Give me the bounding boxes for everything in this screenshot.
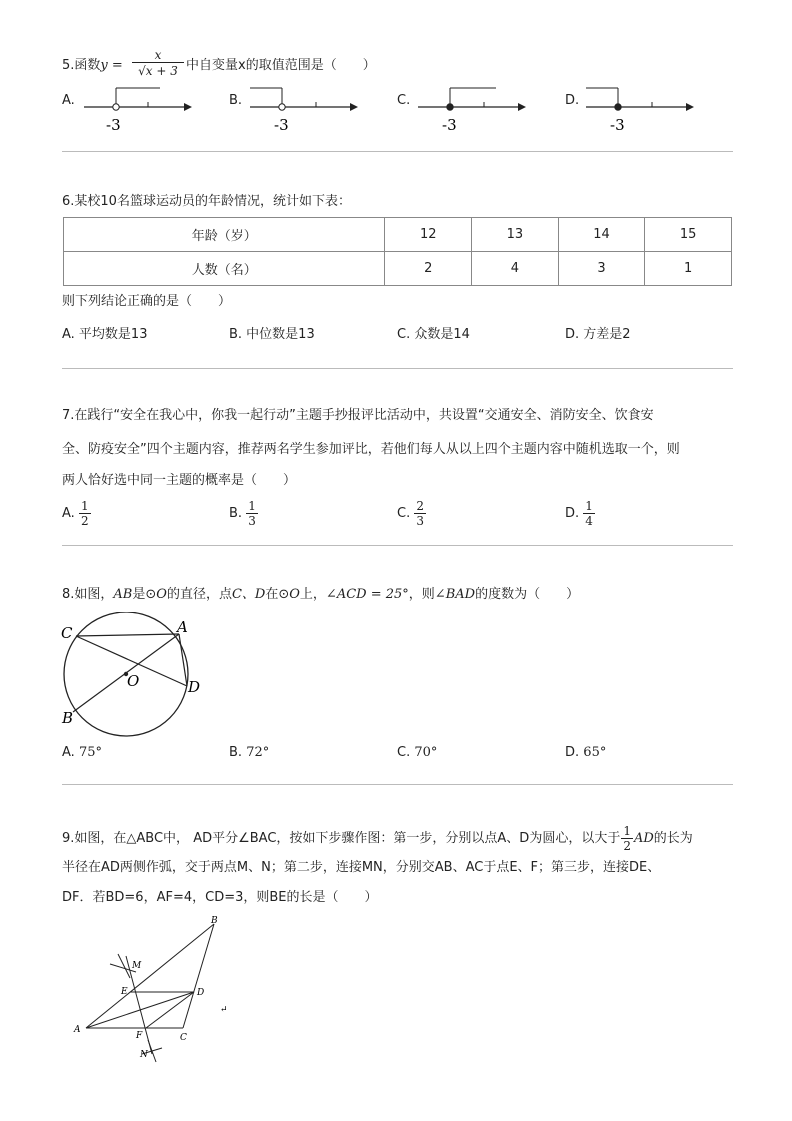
table-cell: 2: [385, 252, 472, 286]
denominator: 2: [80, 514, 89, 528]
numerator: 1: [585, 499, 593, 513]
fraction: [583, 499, 595, 528]
arrow-icon: [184, 103, 192, 111]
option-label: C.: [397, 506, 411, 521]
label-e: E: [121, 987, 128, 997]
table-cell: 1: [645, 252, 732, 286]
table-row: [64, 218, 732, 252]
arrow-icon: [350, 103, 358, 111]
q9-triangle-figure: [70, 912, 240, 1067]
q6-option-b[interactable]: B. 中位数是13: [229, 327, 315, 342]
option-label: D.: [565, 506, 580, 521]
q5-option-d-label[interactable]: D.: [565, 93, 580, 108]
table-cell: 13: [472, 218, 559, 252]
q5-option-a-label[interactable]: A.: [62, 93, 75, 108]
option-label: A.: [62, 506, 75, 521]
q5-y-eq: y =: [100, 58, 123, 73]
q5-option-c-numberline: [414, 84, 534, 134]
label-m: M: [132, 961, 142, 971]
q8-stem-e: 上，: [299, 587, 326, 602]
arc-mark: [148, 1040, 156, 1062]
q8-ab: AB: [113, 587, 133, 602]
table-cell: 3: [558, 252, 645, 286]
q5-suffix: 中自变量x的取值范围是（ ）: [186, 58, 376, 73]
label-n: N: [140, 1050, 148, 1060]
q9-line-1: [62, 824, 693, 853]
table-cell: 4: [472, 252, 559, 286]
tick-label: -3: [610, 116, 625, 134]
q7-option-b[interactable]: [229, 496, 258, 532]
q9-half-fraction: [621, 824, 633, 853]
divider: [62, 368, 733, 369]
q6-question: 则下列结论正确的是（ ）: [62, 294, 232, 309]
option-value: 70°: [414, 745, 438, 760]
side-bc: [183, 924, 214, 1028]
numerator: 1: [623, 824, 631, 838]
denominator: 3: [248, 514, 256, 528]
fraction: [79, 499, 91, 528]
table-header-cell: 年龄（岁）: [64, 218, 385, 252]
option-label: C.: [397, 745, 411, 760]
q8-stem: [62, 585, 579, 605]
q8-option-a[interactable]: [62, 744, 102, 762]
tick-label: -3: [106, 116, 121, 134]
numerator: 2: [416, 499, 424, 513]
closed-point: [615, 104, 621, 110]
q8-option-c[interactable]: [397, 744, 437, 762]
table-cell: 12: [385, 218, 472, 252]
option-value: 75°: [78, 745, 102, 760]
q9-line-2: 半径在AD两侧作弧，交于两点M、N；第二步，连接MN，分别交AB、AC于点E、F；第三步，连接DE、: [62, 860, 661, 875]
label-a: A: [177, 618, 188, 636]
q8-stem-d: 在⊙: [265, 587, 290, 602]
q6-age-table: [63, 217, 732, 286]
q5-stem: [62, 56, 123, 76]
divider: [62, 545, 733, 546]
label-c: C: [180, 1033, 187, 1043]
q8-stem-b: 是⊙: [132, 587, 157, 602]
option-label: B.: [229, 745, 243, 760]
arrow-icon: [686, 103, 694, 111]
table-row: [64, 252, 732, 286]
denominator: 4: [585, 514, 593, 528]
label-d: D: [188, 678, 201, 696]
fraction: [414, 499, 426, 528]
q5-frac-den: √x + 3: [138, 64, 178, 78]
numerator: 1: [80, 499, 89, 513]
divider: [62, 151, 733, 152]
q8-o2: O: [289, 587, 300, 602]
tick-label: -3: [442, 116, 457, 134]
q8-angle2: ∠BAD: [434, 587, 476, 602]
q5-option-d-numberline: [582, 84, 702, 134]
tick-label: -3: [274, 116, 289, 134]
q7-line-3: 两人恰好选中同一主题的概率是（ ）: [62, 473, 297, 488]
q6-option-d[interactable]: D. 方差是2: [565, 327, 631, 342]
q9-line-1-end: 的长为: [653, 831, 693, 846]
q5-option-c-label[interactable]: C.: [397, 93, 411, 108]
option-label: A.: [62, 745, 75, 760]
label-f: F: [136, 1031, 143, 1041]
arrow-icon: [518, 103, 526, 111]
q7-line-2: 全、防疫安全”四个主题内容，推荐两名学生参加评比，若他们每人从以上四个主题内容中随机选取一个，则: [62, 442, 680, 457]
q7-line-1: 7.在践行“安全在我心中，你我一起行动”主题手抄报评比活动中，共设置“交通安全、消防安全、饮食安: [62, 408, 654, 423]
open-point: [113, 104, 119, 110]
open-point: [279, 104, 285, 110]
label-d: D: [197, 988, 205, 998]
q8-o: O: [156, 587, 167, 602]
table-cell: 15: [645, 218, 732, 252]
q5-frac-num: x: [132, 48, 184, 63]
q9-line-1-text: 9.如图，在△ABC中， AD平分∠BAC，按如下步骤作图：第一步，分别以点A、D为圆心，以大于: [62, 831, 621, 846]
q8-option-d[interactable]: [565, 744, 606, 762]
q8-cd: C、D: [231, 587, 266, 602]
q8-stem-f: ，则: [408, 587, 435, 602]
option-value: 65°: [583, 745, 607, 760]
q5-prefix: 5.函数: [62, 58, 101, 73]
q6-option-c[interactable]: C. 众数是14: [397, 327, 470, 342]
q6-stem: 6.某校10名篮球运动员的年龄情况，统计如下表：: [62, 194, 351, 209]
option-label: D.: [565, 745, 580, 760]
segment-df: [146, 992, 194, 1028]
q5-option-b-label[interactable]: B.: [229, 93, 243, 108]
q5-option-a-numberline: [80, 84, 200, 134]
q8-stem-a: 8.如图，: [62, 587, 114, 602]
divider: [62, 784, 733, 785]
option-label: B.: [229, 506, 243, 521]
q7-option-c[interactable]: [397, 496, 426, 532]
return-mark: ↵: [220, 1005, 228, 1015]
q7-option-a[interactable]: [62, 496, 91, 532]
denominator: 3: [416, 514, 424, 528]
q9-line-3: DF．若BD=6，AF=4，CD=3，则BE的长是（ ）: [62, 890, 378, 905]
q5-fraction: [132, 48, 184, 79]
label-b: B: [211, 916, 218, 926]
label-c: C: [61, 624, 73, 642]
fraction: [246, 499, 258, 528]
label-a: A: [74, 1025, 81, 1035]
q5-option-b-numberline: [246, 84, 366, 134]
denominator: 2: [623, 839, 631, 853]
numerator: 1: [248, 499, 256, 513]
chord-ca: [76, 634, 179, 636]
q7-option-d[interactable]: [565, 496, 595, 532]
closed-point: [447, 104, 453, 110]
q6-option-a[interactable]: A. 平均数是13: [62, 327, 148, 342]
q8-stem-c: 的直径，点: [166, 587, 232, 602]
table-header-cell: 人数（名）: [64, 252, 385, 286]
q9-ad: AD: [633, 831, 654, 846]
q8-stem-g: 的度数为（ ）: [475, 587, 580, 602]
label-b: B: [62, 709, 74, 727]
table-cell: 14: [558, 218, 645, 252]
side-ab: [86, 924, 214, 1028]
option-value: 72°: [246, 745, 270, 760]
q8-option-b[interactable]: [229, 744, 269, 762]
q8-circle-figure: [58, 612, 208, 737]
q8-angle: ∠ACD = 25°: [325, 587, 409, 602]
label-o: O: [127, 672, 140, 690]
